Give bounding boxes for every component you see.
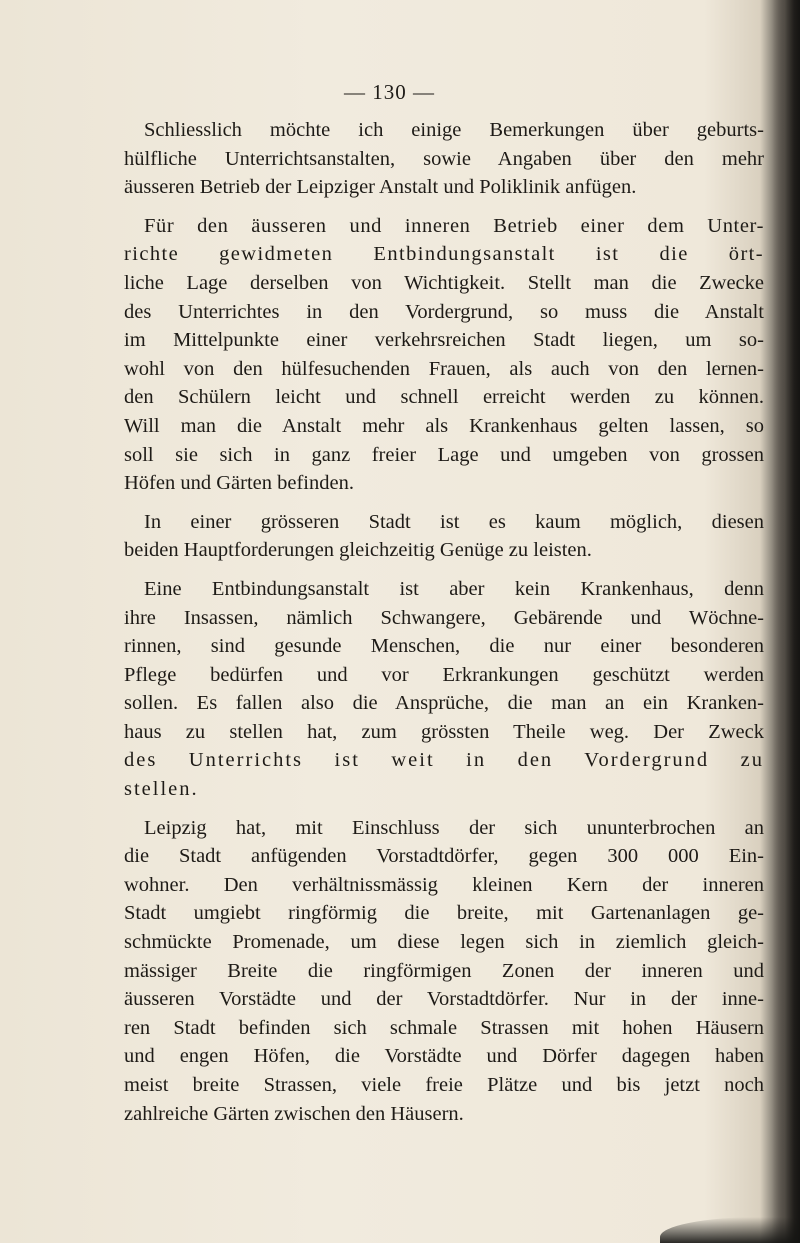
paragraph-3 <box>124 508 764 565</box>
text-line: Leipzig hat, mit Einschluss der sich ununterbrochen an <box>144 816 764 839</box>
text-line: richte gewidmeten Entbindungsanstalt ist die ört- <box>124 243 764 266</box>
text-line: Eine Entbindungsanstalt ist aber kein Krankenhaus, denn <box>144 577 764 600</box>
text-line: haus zu stellen hat, zum grössten Theile weg. Der Zweck <box>124 720 764 743</box>
text-line: wohner. Den verhältnissmässig kleinen Kern der inneren <box>124 873 764 896</box>
text-line: sollen. Es fallen also die Ansprüche, die man an ein Kranken- <box>124 692 764 715</box>
text-line: den Schülern leicht und schnell erreicht werden zu können. <box>124 386 764 409</box>
text-line: des Unterrichtes in den Vordergrund, so muss die Anstalt <box>124 300 764 323</box>
text-line: die Stadt anfügenden Vorstadtdörfer, gegen 300 000 Ein- <box>124 845 764 868</box>
text-line: Höfen und Gärten befinden. <box>124 472 354 495</box>
text-line: hülfliche Unterrichtsanstalten, sowie Angaben über den mehr <box>124 147 764 170</box>
text-line: stellen. <box>124 778 199 801</box>
text-line: Stadt umgiebt ringförmig die breite, mit Gartenanlagen ge- <box>124 902 764 925</box>
text-line: wohl von den hülfesuchenden Frauen, als auch von den lernen- <box>124 357 764 380</box>
text-line: äusseren Vorstädte und der Vorstadtdörfer. Nur in der inne- <box>124 988 764 1011</box>
text-line: liche Lage derselben von Wichtigkeit. Stellt man die Zwecke <box>124 271 764 294</box>
page-number: — 130 — <box>344 80 435 104</box>
text-line: im Mittelpunkte einer verkehrsreichen Stadt liegen, um so- <box>124 329 764 352</box>
text-line: des Unterrichts ist weit in den Vordergrund zu <box>124 749 764 772</box>
text-line: rinnen, sind gesunde Menschen, die nur einer besonderen <box>124 635 764 658</box>
text-line: meist breite Strassen, viele freie Plätze und bis jetzt noch <box>124 1074 764 1096</box>
text-line: mässiger Breite die ringförmigen Zonen der inneren und <box>124 959 764 982</box>
text-line: Schliesslich möchte ich einige Bemerkungen über geburts- <box>144 119 764 141</box>
text-line: äusseren Betrieb der Leipziger Anstalt und Poliklinik anfügen. <box>124 176 637 199</box>
page-corner-shadow <box>660 1217 800 1243</box>
text-line: soll sie sich in ganz freier Lage und umgeben von grossen <box>124 443 764 466</box>
text-line: beiden Hauptforderungen gleichzeitig Genüge zu leisten. <box>124 539 592 562</box>
text-line: schmückte Promenade, um diese legen sich in ziemlich gleich- <box>124 931 764 954</box>
text-line: und engen Höfen, die Vorstädte und Dörfer dagegen haben <box>124 1045 764 1068</box>
text-line: zahlreiche Gärten zwischen den Häusern. <box>124 1102 464 1125</box>
text-line: Pflege bedürfen und vor Erkrankungen geschützt werden <box>124 663 764 686</box>
paragraph-4 <box>124 575 764 804</box>
text-line: Will man die Anstalt mehr als Krankenhaus gelten lassen, so <box>124 414 764 437</box>
paragraph-5 <box>124 814 764 1129</box>
text-line: In einer grösseren Stadt ist es kaum möglich, diesen <box>144 510 764 533</box>
text-line: ren Stadt befinden sich schmale Strassen mit hohen Häusern <box>124 1016 764 1039</box>
body-text <box>124 116 764 1128</box>
page-edge-shadow <box>772 0 800 1243</box>
paragraph-1 <box>124 116 764 202</box>
text-line: ihre Insassen, nämlich Schwangere, Gebärende und Wöchne- <box>124 606 764 629</box>
paragraph-2 <box>124 212 764 498</box>
text-line: Für den äusseren und inneren Betrieb einer dem Unter- <box>144 214 764 237</box>
